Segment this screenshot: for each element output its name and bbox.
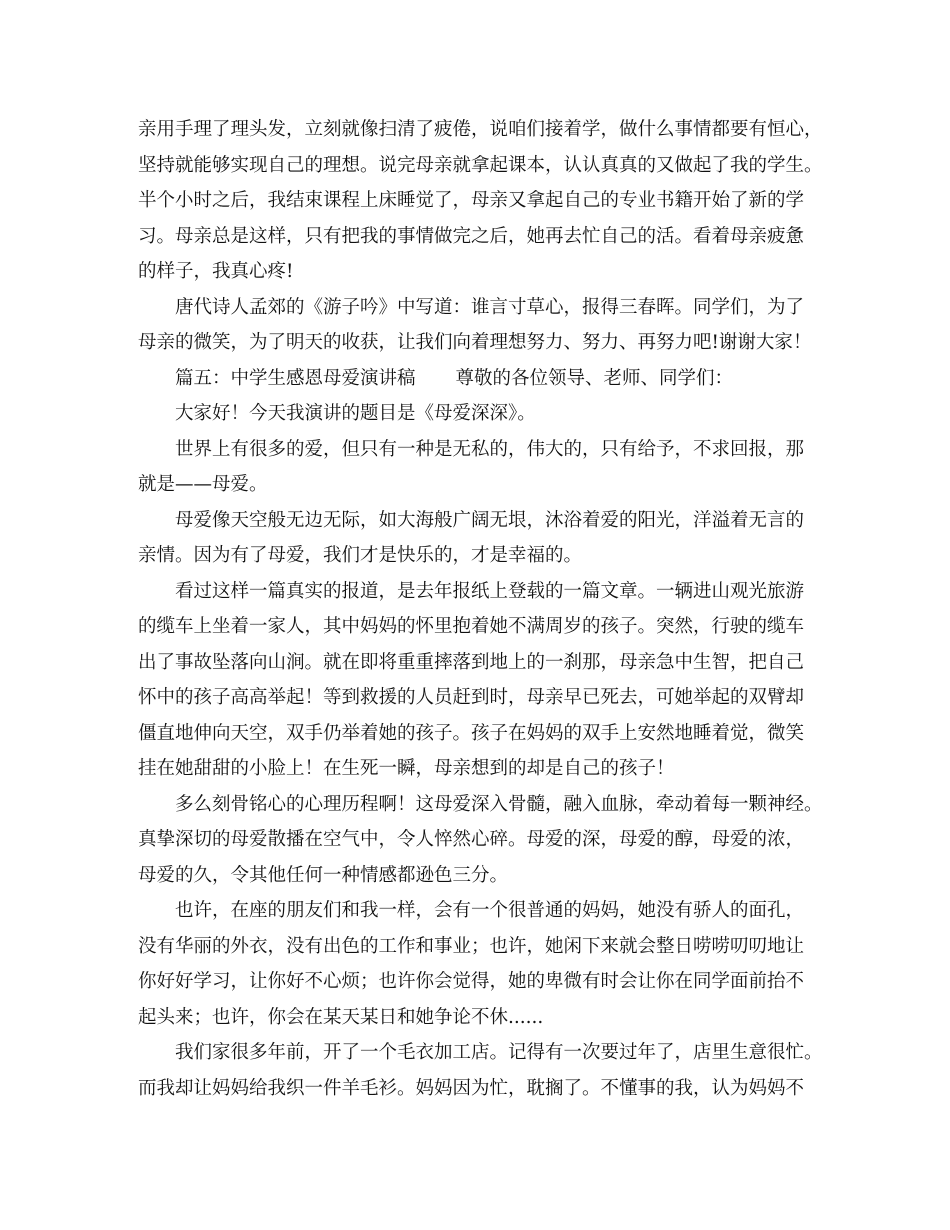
text-line: 母爱像天空般无边无际，如大海般广阔无垠，沐浴着爱的阳光，洋溢着无言的 xyxy=(175,509,805,531)
section-title: 篇五：中学生感恩母爱演讲稿 xyxy=(175,367,416,389)
text-line: 母爱的久，令其他任何一种情感都逊色三分。 xyxy=(138,864,509,886)
text-line: 唐代诗人孟郊的《游子吟》中写道：谁言寸草心，报得三春晖。同学们，为了 xyxy=(175,296,805,318)
text-line: 就是——母爱。 xyxy=(138,474,268,495)
text-line: 世界上有很多的爱，但只有一种是无私的，伟大的，只有给予，不求回报，那 xyxy=(175,438,805,460)
text-line: 僵直地伸向天空，双手仍举着她的孩子。孩子在妈妈的双手上安然地睡着觉，微笑 xyxy=(138,722,805,744)
text-line: 起头来；也许，你会在某天某日和她争论不休...... xyxy=(138,1006,544,1028)
text-line: 看过这样一篇真实的报道，是去年报纸上登载的一篇文章。一辆进山观光旅游 xyxy=(175,580,805,602)
text-line: 半个小时之后，我结束课程上床睡觉了，母亲又拿起自己的专业书籍开始了新的学 xyxy=(138,190,805,211)
text-line: 出了事故坠落向山涧。就在即将重重摔落到地上的一刹那，母亲急中生智，把自己 xyxy=(138,651,805,673)
text-line: 真挚深切的母爱散播在空气中，令人悴然心碎。母爱的深，母爱的醇，母爱的浓， xyxy=(138,829,805,850)
text-line: 的样子，我真心疼! xyxy=(138,261,294,282)
text-line: 没有华丽的外衣，没有出色的工作和事业；也许，她闲下来就会整日唠唠叨叨地让 xyxy=(138,935,805,957)
text-line: 亲情。因为有了母爱，我们才是快乐的，才是幸福的。 xyxy=(138,545,583,566)
section-heading-line xyxy=(138,361,838,397)
document-body xyxy=(138,112,838,1106)
salutation: 尊敬的各位领导、老师、同学们： xyxy=(455,367,734,389)
text-line: 而我却让妈妈给我织一件羊毛衫。妈妈因为忙，耽搁了。不懂事的我，认为妈妈不 xyxy=(138,1077,805,1099)
text-line: 多么刻骨铭心的心理历程啊！这母爱深入骨髓，融入血脉，牵动着每一颗神经。 xyxy=(175,793,823,815)
text-line: 的缆车上坐着一家人，其中妈妈的怀里抱着她不满周岁的孩子。突然，行驶的缆车 xyxy=(138,616,805,637)
text-line: 坚持就能够实现自己的理想。说完母亲就拿起课本，认认真真的又做起了我的学生。 xyxy=(138,154,823,176)
text-line: 你好好学习，让你好不心烦；也许你会觉得，她的卑微有时会让你在同学面前抬不 xyxy=(138,971,805,992)
text-line: 也许，在座的朋友们和我一样，会有一个很普通的妈妈，她没有骄人的面孔， xyxy=(175,900,805,921)
text-line: 怀中的孩子高高举起！等到救援的人员赶到时，母亲早已死去，可她举起的双臂却 xyxy=(138,687,805,708)
text-line: 习。母亲总是这样，只有把我的事情做完之后，她再去忙自己的活。看着母亲疲惫 xyxy=(138,225,805,247)
text-line: 大家好！今天我演讲的题目是《母爱深深》。 xyxy=(175,403,536,424)
text-line: 我们家很多年前，开了一个毛衣加工店。记得有一次要过年了，店里生意很忙。 xyxy=(175,1042,823,1063)
text-line: 挂在她甜甜的小脸上！在生死一瞬，母亲想到的却是自己的孩子！ xyxy=(138,758,675,779)
text-line: 母亲的微笑，为了明天的收获，让我们向着理想努力、努力、再努力吧!谢谢大家！ xyxy=(138,332,812,353)
text-line: 亲用手理了理头发，立刻就像扫清了疲倦，说咱们接着学，做什么事情都要有恒心， xyxy=(138,119,823,140)
